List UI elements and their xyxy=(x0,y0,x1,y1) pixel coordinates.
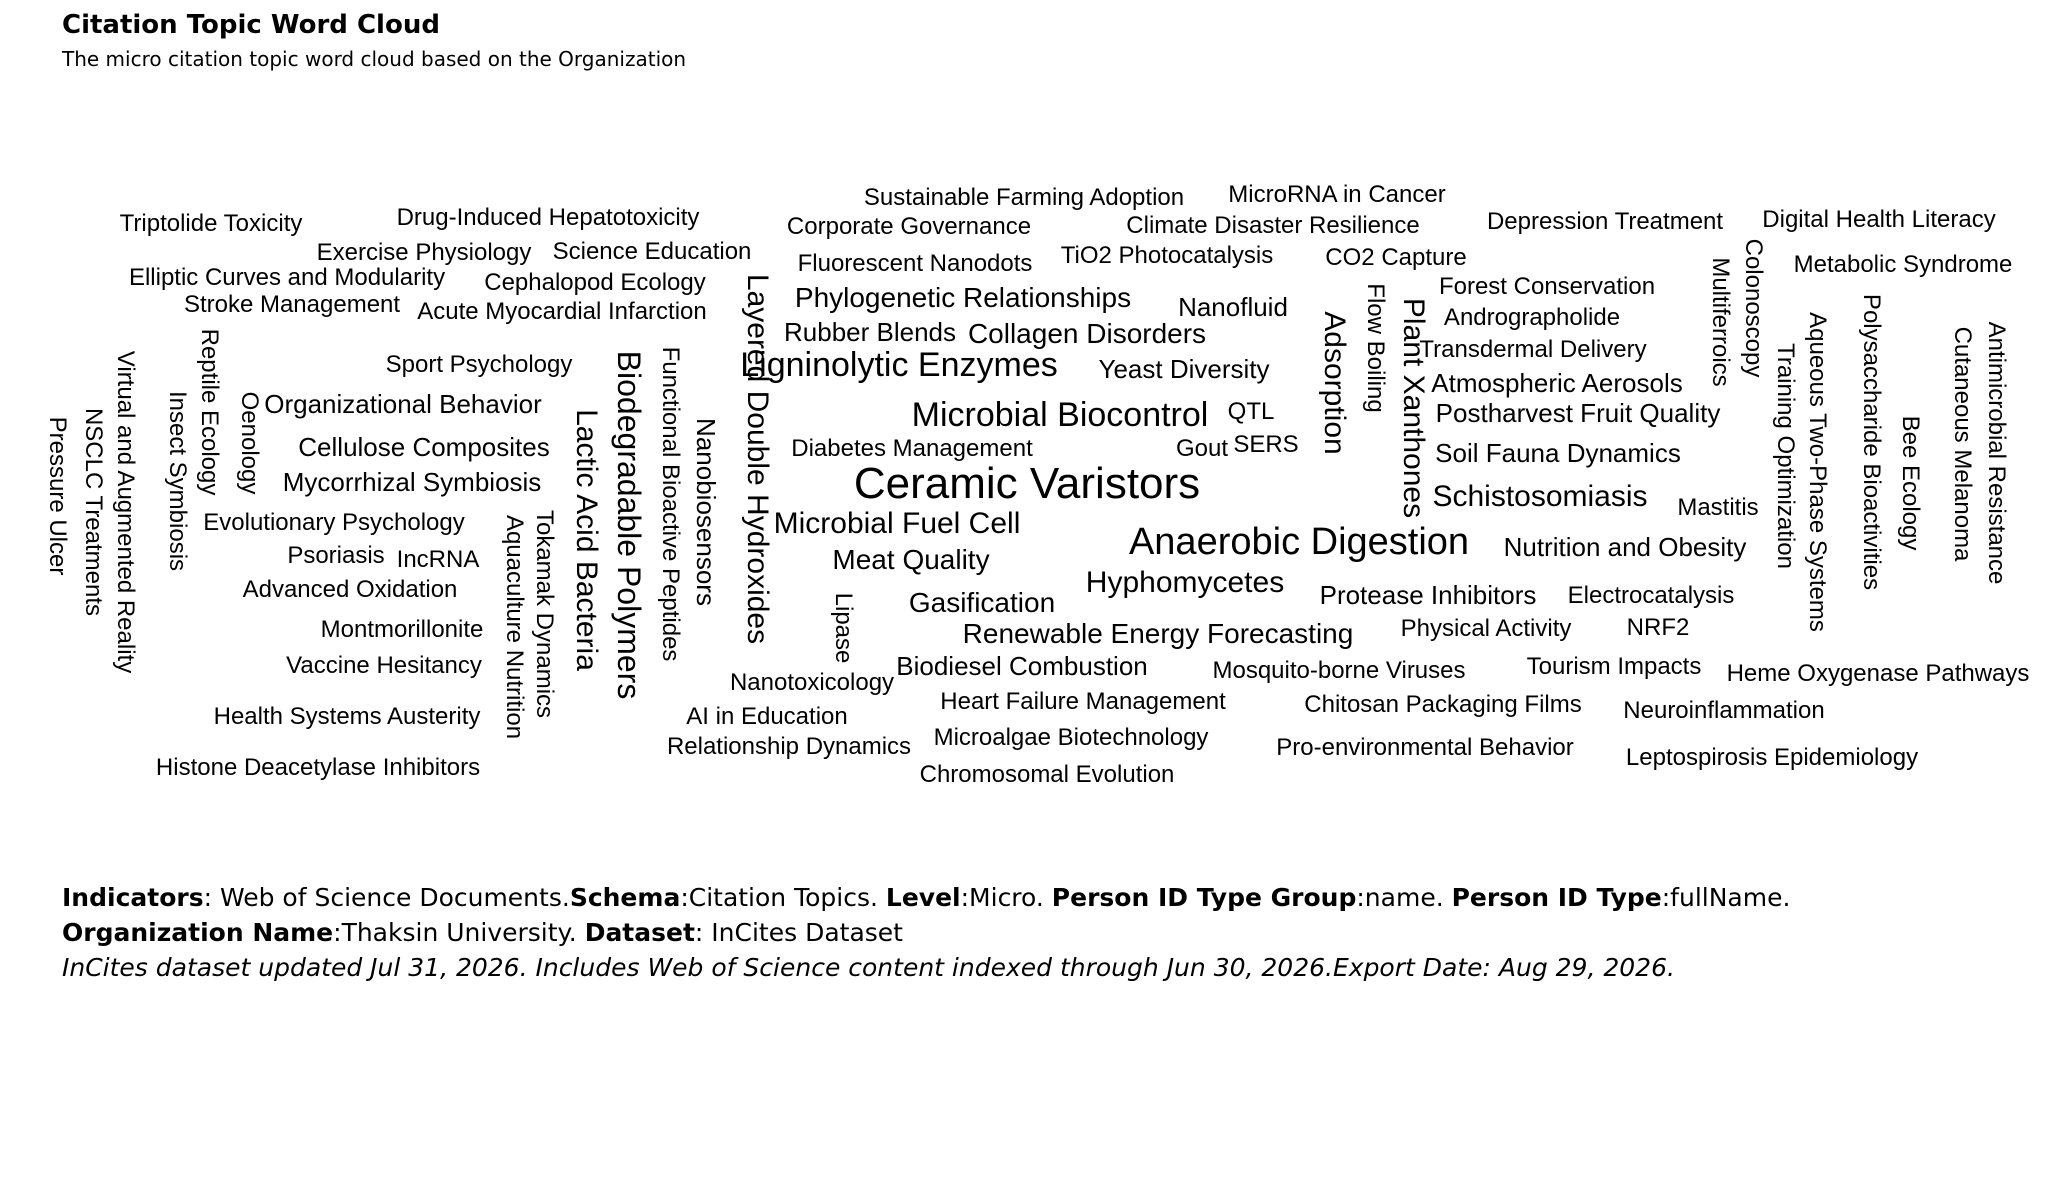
cloud-word: MicroRNA in Cancer xyxy=(1228,181,1446,208)
cloud-word: Bee Ecology xyxy=(1897,415,1924,551)
cloud-word: Digital Health Literacy xyxy=(1762,206,1996,233)
cloud-word: Microalgae Biotechnology xyxy=(933,724,1209,751)
cloud-word: TiO2 Photocatalysis xyxy=(1060,242,1274,269)
cloud-word: Health Systems Austerity xyxy=(213,703,481,730)
person-id-type-label: Person ID Type xyxy=(1451,883,1662,912)
cloud-word: Psoriasis xyxy=(287,542,385,569)
cloud-word: Soil Fauna Dynamics xyxy=(1435,438,1681,468)
cloud-word: Insect Symbiosis xyxy=(164,390,191,572)
person-id-type-value: :fullName. xyxy=(1661,883,1791,912)
cloud-word: SERS xyxy=(1233,431,1299,458)
cloud-word: Microbial Fuel Cell xyxy=(773,507,1021,540)
cloud-word: Rubber Blends xyxy=(784,317,956,347)
cloud-word: Acute Myocardial Infarction xyxy=(417,298,707,325)
cloud-word: Tokamak Dynamics xyxy=(531,509,558,719)
cloud-word: Pro-environmental Behavior xyxy=(1276,734,1574,761)
cloud-word: Aquaculture Nutrition xyxy=(501,514,528,740)
cloud-word: Sport Psychology xyxy=(385,351,573,378)
cloud-word: Depression Treatment xyxy=(1486,208,1724,235)
cloud-word: Flow Boiling xyxy=(1362,283,1389,413)
cloud-word: Chitosan Packaging Films xyxy=(1304,691,1582,718)
cloud-word: Leptospirosis Epidemiology xyxy=(1625,744,1919,771)
cloud-word: Mycorrhizal Symbiosis xyxy=(282,467,542,497)
cloud-word: Microbial Biocontrol xyxy=(911,396,1209,434)
organization-name-value: :Thaksin University. xyxy=(333,918,585,947)
cloud-word: Forest Conservation xyxy=(1438,273,1656,300)
cloud-word: Meat Quality xyxy=(832,544,990,575)
cloud-word: Montmorillonite xyxy=(320,616,484,643)
cloud-word: Biodiesel Combustion xyxy=(896,651,1148,681)
person-id-type-group-label: Person ID Type Group xyxy=(1051,883,1357,912)
cloud-word: Antimicrobial Resistance xyxy=(1983,321,2010,585)
cloud-word: Plant Xanthones xyxy=(1397,297,1430,519)
dataset-value: : InCites Dataset xyxy=(694,918,903,947)
page-title: Citation Topic Word Cloud xyxy=(62,10,440,40)
cloud-word: Sustainable Farming Adoption xyxy=(863,184,1185,211)
cloud-word: Schistosomiasis xyxy=(1432,480,1648,513)
cloud-word: Relationship Dynamics xyxy=(666,733,912,760)
cloud-word: Nanofluid xyxy=(1178,292,1288,322)
cloud-word: Diabetes Management xyxy=(791,435,1033,462)
cloud-word: Lipase xyxy=(830,592,857,664)
cloud-word: Lactic Acid Bacteria xyxy=(570,409,603,671)
cloud-word: Protease Inhibitors xyxy=(1319,580,1537,610)
cloud-word: Training Optimization xyxy=(1772,343,1799,569)
page-subtitle: The micro citation topic word cloud based on the Organization xyxy=(62,47,687,71)
cloud-word: Advanced Oxidation xyxy=(242,576,458,603)
cloud-word: Histone Deacetylase Inhibitors xyxy=(155,754,481,781)
cloud-word: Physical Activity xyxy=(1400,615,1572,642)
cloud-word: Gout xyxy=(1175,435,1229,462)
cloud-word: Elliptic Curves and Modularity xyxy=(128,264,446,291)
cloud-word: Reptile Ecology xyxy=(196,328,223,496)
cloud-word: Andrographolide xyxy=(1443,304,1621,331)
cloud-word: Phylogenetic Relationships xyxy=(794,282,1132,313)
footer-info xyxy=(62,880,1962,985)
cloud-word: Climate Disaster Resilience xyxy=(1126,212,1420,239)
cloud-word: Nanotoxicology xyxy=(729,669,895,696)
cloud-word: Vaccine Hesitancy xyxy=(286,652,482,679)
indicators-label: Indicators xyxy=(62,883,204,912)
person-id-type-group-value: :name. xyxy=(1356,883,1452,912)
cloud-word: Cellulose Composites xyxy=(298,432,550,462)
cloud-word: Atmospheric Aerosols xyxy=(1431,368,1683,398)
cloud-word: Anaerobic Digestion xyxy=(1128,521,1470,563)
cloud-word: Tourism Impacts xyxy=(1526,653,1702,680)
cloud-word: Heme Oxygenase Pathways xyxy=(1726,660,2030,687)
export-note: InCites dataset updated Jul 31, 2026. Includes Web of Science content indexed through Jun 30, 2026.Export Date: Aug 29, 2026. xyxy=(62,953,1675,982)
cloud-word: Multiferroics xyxy=(1707,257,1734,387)
cloud-word: Mastitis xyxy=(1677,494,1759,521)
cloud-word: Heart Failure Management xyxy=(940,688,1226,715)
cloud-word: Transdermal Delivery xyxy=(1419,336,1647,363)
indicators-line xyxy=(62,880,1962,950)
cloud-word: Chromosomal Evolution xyxy=(919,761,1175,788)
cloud-word: Fluorescent Nanodots xyxy=(797,250,1033,277)
cloud-word: Triptolide Toxicity xyxy=(119,210,303,237)
cloud-word: Cephalopod Ecology xyxy=(484,269,706,296)
indicators-value: : Web of Science Documents. xyxy=(203,883,570,912)
cloud-word: Stroke Management xyxy=(183,291,401,318)
cloud-word: Metabolic Syndrome xyxy=(1793,251,2013,278)
cloud-word: Organizational Behavior xyxy=(264,389,542,419)
cloud-word: Pressure Ulcer xyxy=(44,416,71,576)
cloud-word: Ceramic Varistors xyxy=(853,459,1201,508)
cloud-word: NSCLC Treatments xyxy=(80,407,107,617)
cloud-word: Biodegradable Polymers xyxy=(611,350,647,700)
cloud-word: Corporate Governance xyxy=(786,213,1032,240)
cloud-word: Functional Bioactive Peptides xyxy=(657,346,684,662)
cloud-word: Evolutionary Psychology xyxy=(203,509,465,536)
cloud-word: Colonoscopy xyxy=(1740,238,1767,378)
cloud-word: Adsorption xyxy=(1318,311,1351,455)
cloud-word: Virtual and Augmented Reality xyxy=(112,350,139,674)
cloud-word: Gasification xyxy=(908,587,1056,618)
cloud-word: CO2 Capture xyxy=(1325,244,1467,271)
cloud-word: Electrocatalysis xyxy=(1567,582,1735,609)
cloud-word: Ligninolytic Enzymes xyxy=(740,346,1058,384)
cloud-word: Drug-Induced Hepatotoxicity xyxy=(396,204,700,231)
cloud-word: AI in Education xyxy=(686,703,848,730)
cloud-word: Layered Double Hydroxides xyxy=(741,273,774,645)
schema-value: :Citation Topics. xyxy=(680,883,886,912)
organization-name-label: Organization Name xyxy=(62,918,334,947)
cloud-word: Nutrition and Obesity xyxy=(1503,532,1747,562)
cloud-word: NRF2 xyxy=(1626,614,1690,641)
schema-label: Schema xyxy=(569,883,681,912)
cloud-word: Nanobiosensors xyxy=(691,418,721,606)
cloud-word: IncRNA xyxy=(396,546,480,573)
dataset-label: Dataset xyxy=(584,918,695,947)
cloud-word: Exercise Physiology xyxy=(316,239,532,266)
cloud-word: Cutaneous Melanoma xyxy=(1949,326,1976,562)
cloud-word: Postharvest Fruit Quality xyxy=(1435,398,1721,428)
cloud-word: Science Education xyxy=(552,238,752,265)
cloud-word: Neuroinflammation xyxy=(1623,697,1825,724)
level-label: Level xyxy=(885,883,961,912)
cloud-word: QTL xyxy=(1227,398,1275,425)
cloud-word: Oenology xyxy=(236,391,263,495)
cloud-word: Polysaccharide Bioactivities xyxy=(1858,293,1885,591)
level-value: :Micro. xyxy=(960,883,1052,912)
cloud-word: Renewable Energy Forecasting xyxy=(962,618,1354,649)
cloud-word: Aqueous Two-Phase Systems xyxy=(1804,312,1831,632)
cloud-word: Collagen Disorders xyxy=(967,318,1207,349)
cloud-word: Yeast Diversity xyxy=(1098,354,1270,384)
cloud-word: Hyphomycetes xyxy=(1085,566,1285,599)
cloud-word: Mosquito-borne Viruses xyxy=(1212,657,1466,684)
